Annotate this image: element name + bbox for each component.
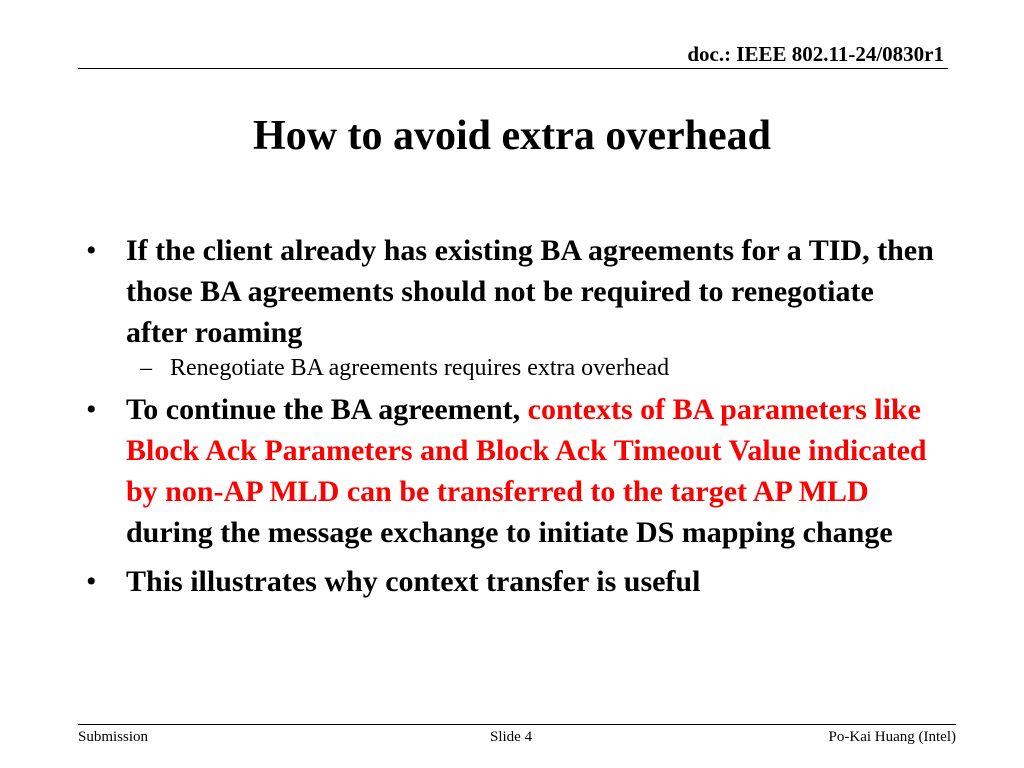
footer-submission: Submission — [78, 729, 149, 745]
bullet-marker: • — [86, 393, 97, 426]
slide-body — [82, 230, 942, 602]
bullet-item — [82, 561, 942, 602]
footer-divider — [78, 724, 956, 725]
bullet-item — [82, 389, 942, 553]
bullet-marker: • — [86, 565, 97, 598]
document-id: doc.: IEEE 802.11-24/0830r1 — [687, 42, 944, 66]
sub-bullet-text: Renegotiate BA agreements requires extra overhead — [170, 355, 670, 381]
footer-slide-number: Slide 4 — [490, 729, 533, 745]
header-divider — [78, 68, 948, 69]
bullet-text: If the client already has existing BA agreements for a TID, then those BA agreements should not be required to renegotiate after roaming — [126, 234, 934, 349]
bullet-text-tail: during the message exchange to initiate DS mapping change — [126, 516, 893, 549]
bullet-text: This illustrates why context transfer is useful — [126, 565, 701, 598]
sub-bullet-marker: – — [140, 355, 152, 381]
bullet-item — [82, 230, 942, 353]
sub-bullet-item — [82, 353, 942, 383]
footer-author: Po-Kai Huang (Intel) — [828, 729, 956, 745]
spacer — [82, 553, 942, 561]
bullet-marker: • — [86, 234, 97, 267]
slide-title: How to avoid extra overhead — [253, 113, 771, 159]
bullet-text-highlight: contexts of BA parameters like Block Ack Parameters and Block Ack Timeout Value indicated by non-AP MLD can be transferred to the target AP MLD — [126, 393, 927, 508]
bullet-text-lead: To continue the BA agreement, — [126, 393, 528, 426]
